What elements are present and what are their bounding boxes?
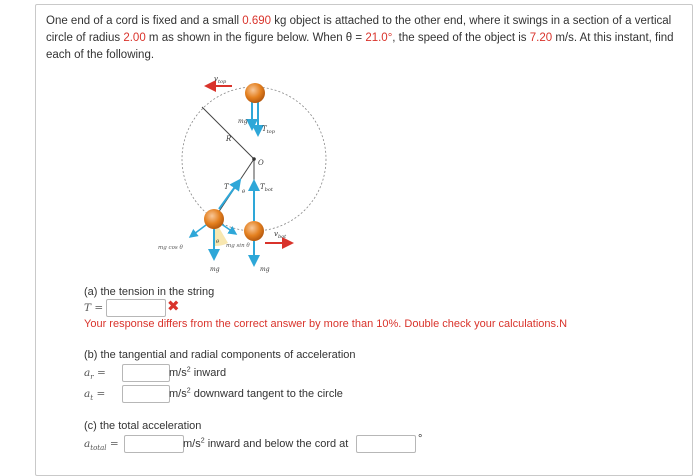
right-ball	[244, 221, 264, 241]
part-a-feedback: Your response differs from the correct answer by more than 10%. Double check your calculations.N	[84, 318, 568, 330]
degree-symbol: °	[418, 433, 423, 445]
t-left-arrow	[219, 180, 240, 209]
t-bot-label: T	[260, 183, 265, 191]
tension-var: T =	[84, 302, 104, 314]
left-ball	[204, 209, 224, 229]
ar-input[interactable]	[122, 364, 170, 382]
atotal-input[interactable]	[124, 435, 184, 453]
problem-card	[35, 4, 693, 476]
part-c-title: (c) the total acceleration	[84, 420, 202, 432]
problem-statement: One end of a cord is fixed and a small 0.690 kg object is attached to the other end, where it swings in a section of a vertical circle of radius 2.00 m as shown in the figure below. When θ = 21.0°, the speed of the object is 7.20 m/s. At this instant, find each of the following.	[46, 15, 674, 61]
top-ball	[245, 83, 265, 103]
svg-text:vbot: $v_{bot}$	[274, 230, 287, 240]
mg-cos-label: mg cos θ	[158, 245, 183, 251]
t-label: T	[224, 183, 229, 191]
o-label: O	[258, 159, 264, 167]
at-unit: $m/s^2$ downward tangent to the circle	[169, 387, 343, 400]
at-var: $a_t$ =	[84, 388, 106, 403]
speed-value: 7.20	[529, 32, 553, 44]
svg-text:Tbot: $T_{bot}$	[260, 183, 273, 193]
r-label: R	[226, 135, 232, 143]
ar-unit: $m/s^2$ inward	[169, 366, 227, 379]
svg-text:Ttop: $T_{top}$	[262, 125, 275, 135]
mg-right-label: mg	[260, 266, 270, 273]
t-top-label: T	[262, 125, 267, 133]
v-top-label: v	[214, 75, 218, 83]
ar-var: $a_r$ =	[84, 367, 106, 382]
radius-line	[202, 107, 254, 159]
angle-value: 21.0°	[365, 32, 393, 44]
mg-sin-label: mg sin θ	[226, 243, 250, 249]
atotal-var: $a_{total}$ =	[84, 438, 119, 453]
at-input[interactable]	[122, 385, 170, 403]
mg-left-label: mg	[210, 266, 220, 273]
tension-input[interactable]	[106, 299, 166, 317]
theta-label-2: θ	[216, 239, 220, 245]
part-a-title: (a) the tension in the string	[84, 286, 215, 298]
radius-value: 2.00	[123, 32, 146, 44]
atotal-unit: $m/s^2$ inward and below the cord at	[183, 437, 349, 450]
angle-input[interactable]	[356, 435, 416, 453]
svg-text:vtop: $v_{top}$	[214, 75, 227, 85]
x-icon: ✖	[167, 298, 180, 315]
mg-top-label: mg	[238, 118, 248, 125]
mass-value: 0.690	[242, 15, 272, 27]
pivot-point	[252, 157, 256, 161]
theta-label-1: θ	[242, 189, 246, 195]
circle-motion-figure	[120, 71, 350, 281]
v-bot-label: v	[274, 230, 278, 238]
part-b-title: (b) the tangential and radial components of acceleration	[84, 349, 356, 361]
